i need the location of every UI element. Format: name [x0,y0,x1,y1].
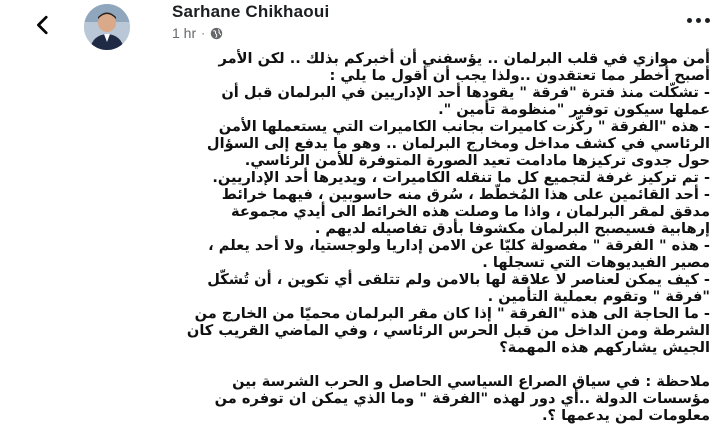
post-line: مؤسسات الدولة ..أي دور لهذه "الفرقة " وما الذي يمكن ان توفره من [214,390,710,407]
post-line: أمن موازي في قلب البرلمان .. يؤسفني أن أخبركم بذلك .. لكن الأمر [218,50,710,67]
post-line: عملها سيكون توفير "منظومة تأمين ". [438,101,710,118]
post-line: - هذه "الفرقة " ركّزت كاميرات بجانب الكاميرات التي يستعملها الأمن [218,118,710,135]
more-dot-icon [687,18,692,23]
post-line: إرهابية فسيصبح البرلمان مكشوفا بأدق تفاصيله لديهم . [314,220,710,237]
post-meta [172,25,223,41]
more-dot-icon [696,18,701,23]
post-line: الشرطة ومن الداخل من قبل الحرس الرئاسي ، وفي الماضي القريب كان [186,322,710,339]
post-line: - تم تركيز غرفة لتجميع كل ما تنقله الكاميرات ، ويديرها أحد الإداريين. [212,169,710,186]
post-line: - كيف يمكن لعناصر لا علاقة لها بالامن ولم تتلقى أي تكوين ، أن تُشكّل [207,271,710,288]
more-dot-icon [705,18,710,23]
post-header [0,0,726,56]
back-button[interactable] [28,10,58,40]
post-line: أصبح أخطر مما تعتقدون ..ولذا يجب أن أقول ما يلي : [329,67,710,84]
post-line: مدقق لمقر البرلمان ، واذا ما وصلت هذه الخرائط الى أيدي مجموعة [230,203,710,220]
post-timestamp[interactable]: 1 hr [172,25,197,41]
post-line: - هذه " الفرقة " مفصولة كليّا عن الامن إداريا ولوجستيا، ولا أحد يعلم ، [208,237,710,254]
post-line: ملاحظة : في سياق الصراع السياسي الحاصل و الحرب الشرسة بين [232,373,710,390]
author-name[interactable]: Sarhane Chikhaoui [172,2,330,21]
post-line: معلومات لمن يدعمها ؟. [542,407,710,424]
post-line: - أحد القائمين على هذا المُخطّط ، سُرق منه حاسوبين ، فيهما خرائط [221,186,710,203]
post-text [8,50,718,430]
post-line: - ما الحاجة الى هذه "الفرقة " إذا كان مقر البرلمان محميّا من الخارج من [194,305,710,322]
post-line: الجيش يشاركهم هذه المهمة؟ [499,339,710,356]
meta-separator: · [201,26,206,40]
profile-photo [84,4,130,50]
globe-icon [210,27,223,40]
post-line: حول جدوى تركيزها مادامت تعيد الصورة المتوفرة للأمن الرئاسي. [244,152,710,169]
post-line: الرئاسي في كشف مداخل ومخارج البرلمان .. وهو ما يدفع إلى السؤال [206,135,710,152]
back-chevron-icon [32,14,54,36]
avatar[interactable] [84,4,130,50]
post-line: مصير الفيديوهات التي تسجلها . [482,254,710,271]
more-options-button[interactable] [680,6,716,34]
post-line: - تشكّلت منذ فترة "فرقة " يقودها أحد الإداريين في البرلمان قبل أن [221,84,710,101]
post-line: "فرقة " وتقوم بعملية التأمين . [487,288,710,305]
